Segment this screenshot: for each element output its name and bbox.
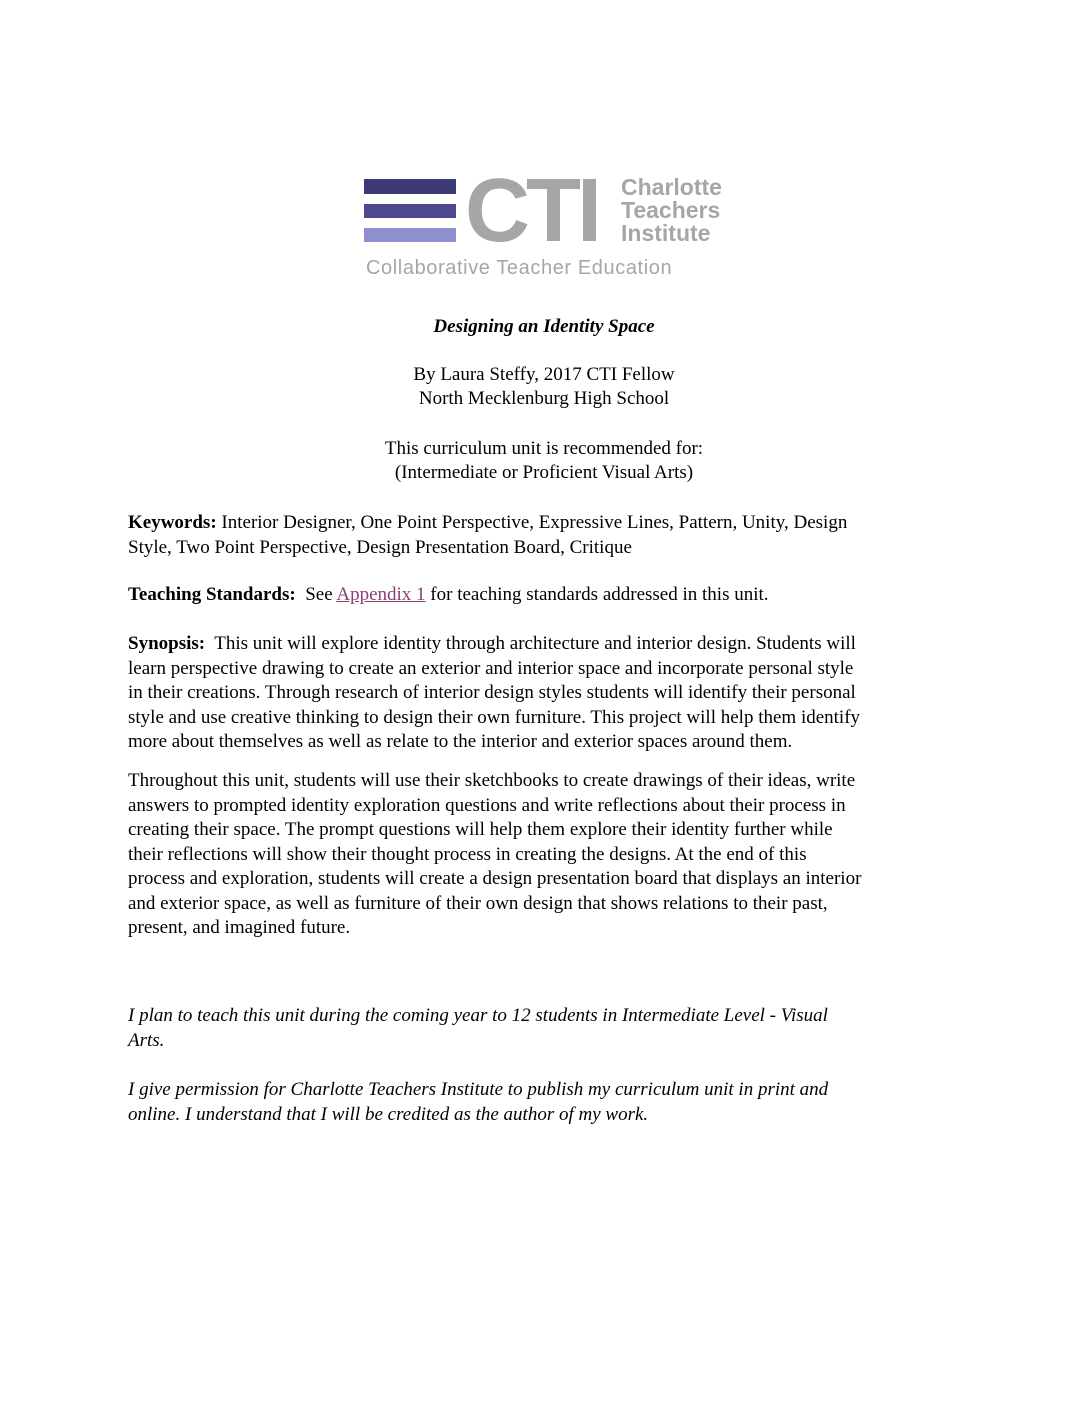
process-line: present, and imagined future.	[128, 917, 351, 938]
logo-bar-mid	[364, 204, 456, 218]
recommendation-block	[0, 437, 1088, 485]
logo-org-line: Teachers	[621, 197, 721, 223]
standards-see: See	[295, 584, 337, 605]
standards-paragraph	[128, 583, 958, 608]
synopsis-line: more about themselves as well as relate to the interior and exterior spaces around them.	[128, 731, 793, 752]
synopsis-label: Synopsis:	[128, 633, 206, 654]
recommend-line: This curriculum unit is recommended for:	[384, 438, 704, 459]
plan-line: I plan to teach this unit during the coming year to 12 students in Intermediate Level - Visual	[128, 1005, 828, 1026]
logo-bar-light	[364, 228, 456, 242]
synopsis-text: This unit will explore identity through architecture and interior design. Students will	[205, 633, 856, 654]
logo-org-name	[621, 176, 722, 245]
process-line: Throughout this unit, students will use their sketchbooks to create drawings of their ideas, write	[128, 770, 856, 791]
synopsis-line	[128, 632, 958, 657]
process-line: and exterior space, as well as furniture of their own design that shows relations to their past,	[128, 892, 828, 914]
process-paragraph	[128, 769, 958, 941]
author-line: By Laura Steffy, 2017 CTI Fellow	[413, 364, 675, 385]
school-line: North Mecklenburg High School	[418, 388, 670, 409]
process-line: process and exploration, students will create a design presentation board that displays an interior	[128, 868, 862, 889]
synopsis-line: learn perspective drawing to create an exterior and interior space and incorporate personal style	[128, 657, 854, 679]
logo-mark: CTI	[465, 161, 598, 261]
plan-line: Arts.	[128, 1029, 165, 1051]
appendix-link[interactable]: Appendix 1	[336, 584, 426, 605]
cti-logo	[364, 161, 724, 284]
standards-rest: for teaching standards addressed in this unit.	[425, 584, 769, 605]
synopsis-paragraph	[128, 632, 958, 755]
logo-org-line: Charlotte	[621, 174, 722, 200]
keywords-paragraph	[128, 511, 958, 560]
permission-line: online. I understand that I will be credited as the author of my work.	[128, 1103, 649, 1125]
logo-bar-dark	[364, 179, 456, 194]
process-line: answers to prompted identity exploration questions and write reflections about their process in	[128, 794, 846, 816]
plan-statement	[128, 1004, 958, 1053]
standards-label: Teaching Standards:	[128, 584, 296, 605]
document-title: Designing an Identity Space	[433, 316, 655, 337]
synopsis-line: style and use creative thinking to design their own furniture. This project will help them identify	[128, 706, 861, 728]
byline-block	[0, 363, 1088, 411]
logo-tagline: Collaborative Teacher Education	[366, 257, 673, 279]
permission-statement	[128, 1078, 958, 1127]
keywords-text: Interior Designer, One Point Perspective, Expressive Lines, Pattern, Unity, Design	[216, 512, 848, 533]
process-line: creating their space. The prompt questions will help them explore their identity further while	[128, 819, 833, 840]
keywords-label: Keywords:	[128, 512, 217, 533]
standards-line	[128, 583, 958, 608]
keywords-line	[128, 511, 958, 536]
logo-org-line: Institute	[621, 220, 711, 246]
keywords-line: Style, Two Point Perspective, Design Presentation Board, Critique	[128, 536, 632, 558]
permission-line: I give permission for Charlotte Teachers Institute to publish my curriculum unit in print and	[128, 1079, 829, 1100]
process-line: their reflections will show their thought process in creating the designs. At the end of this	[128, 843, 807, 865]
recommend-line: (Intermediate or Proficient Visual Arts)	[394, 462, 694, 483]
synopsis-line: in their creations. Through research of interior design styles students will identify their personal	[128, 682, 856, 703]
